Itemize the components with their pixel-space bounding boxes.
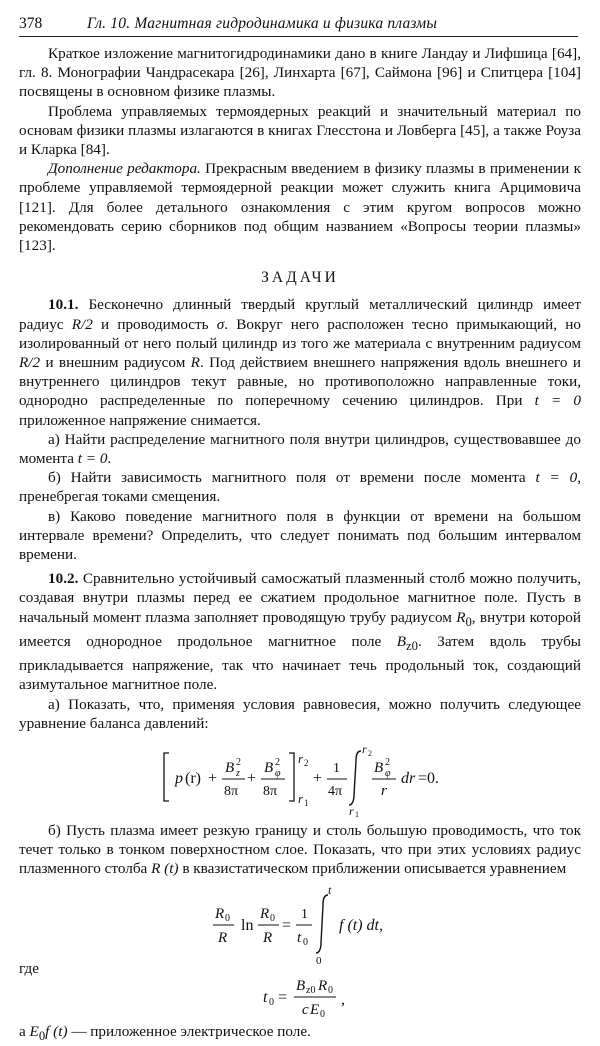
svg-text:0: 0 (316, 954, 322, 965)
svg-text:0: 0 (328, 984, 333, 996)
svg-text:r: r (298, 750, 304, 766)
page-body (19, 44, 581, 1046)
editor-note-label: Дополнение редактора. (48, 160, 201, 178)
problem-number: 10.1. (48, 296, 79, 314)
svg-text:1: 1 (355, 809, 359, 817)
svg-text:R: R (218, 929, 228, 946)
svg-text:=: = (278, 988, 288, 1006)
svg-text:2: 2 (275, 756, 280, 768)
problem-10-2: 10.2. Сравнительно устойчивый самосжатый плазменный столб можно получить, создавая внутри плазмы перед ее сжатием продольное магнитное поле. Пусть в начальный момент плазма заполняет проводящую трубу радиусом $R_0$, внутри которой имеется однородное продольное магнитное поле $B_{z0}$. Затем вдоль трубы прикладывается напряжение, так что начинает течь продольный ток, создающий азимутальное магнитное поле. (19, 570, 581, 694)
svg-text:B: B (296, 977, 306, 994)
intro-paragraph-3 (19, 159, 581, 255)
svg-text:f (t) dt,: f (t) dt, (339, 916, 383, 934)
running-title: Гл. 10. Магнитная гидродинамика и физика плазмы (87, 15, 438, 32)
svg-text:+: + (313, 769, 323, 787)
problem-number: 10.2. (48, 570, 79, 588)
svg-text:φ: φ (385, 767, 391, 779)
svg-text:8π: 8π (224, 783, 239, 799)
pressure-balance-equation (19, 739, 581, 817)
svg-text:2: 2 (385, 756, 390, 768)
svg-text:2: 2 (368, 748, 372, 758)
svg-text:B: B (374, 759, 384, 776)
svg-text:0: 0 (270, 912, 275, 924)
problem-10-1-a: а) Найти распределение магнитного поля внутри цилиндров, существовавшее до момента t = 0. (19, 430, 581, 468)
svg-text:r: r (362, 741, 367, 756)
svg-text:1: 1 (333, 760, 340, 776)
svg-text:t: t (328, 882, 332, 897)
radius-equation (19, 881, 581, 965)
problem-10-1: 10.1. Бесконечно длинный твердый круглый металлический цилиндр имеет радиус R/2 и проводимость σ. Вокруг него расположен тесно примыкающий, но изолированный от него полый цилиндр из того же материала с внутренним радиусом R/2 и внешним радиусом R. Под действием внешнего напряжения вдоль внешнего и внутреннего цилиндров текут равные, но противоположно направленные токи, однородно распределенные по поперечному сечению цилиндров. При t = 0 приложенное напряжение снимается. (19, 296, 581, 429)
problem-10-1-c: в) Каково поведение магнитного поля в функции от времени на большом интервале времени? Определить, что следует понимать под большим интервалом времени. (19, 507, 581, 564)
svg-text:=: = (282, 916, 292, 934)
svg-text:0: 0 (303, 936, 308, 948)
svg-text:,: , (341, 990, 345, 1008)
page-number: 378 (19, 15, 43, 32)
svg-text:r: r (381, 782, 387, 799)
svg-text:+: + (208, 769, 218, 787)
svg-text:c: c (302, 1001, 309, 1018)
svg-text:R: R (260, 905, 270, 922)
running-header (19, 10, 578, 37)
svg-text:p: p (175, 769, 183, 787)
svg-text:(r): (r) (185, 769, 201, 787)
final-line: а $E_0f$ (t) — приложенное электрическое поле. (19, 1022, 311, 1043)
svg-text:z0: z0 (306, 984, 316, 996)
svg-text:B: B (225, 759, 235, 776)
svg-text:r: r (349, 803, 354, 817)
svg-text:r: r (298, 790, 304, 806)
svg-text:t: t (297, 929, 302, 946)
section-title: ЗАДАЧИ (261, 269, 339, 287)
problem-10-1-b: б) Найти зависимость магнитного поля от времени после момента t = 0, пренебрегая токами смещения. (19, 469, 581, 506)
where-word: где (19, 959, 39, 977)
svg-text:=0.: =0. (418, 769, 440, 787)
svg-text:8π: 8π (263, 783, 278, 799)
svg-text:ln: ln (241, 916, 254, 934)
svg-text:1: 1 (304, 797, 309, 808)
svg-text:0: 0 (269, 996, 274, 1008)
svg-text:1: 1 (301, 906, 308, 922)
t0-definition (19, 970, 581, 1020)
svg-text:2: 2 (236, 756, 241, 768)
problem-10-2-a: а) Показать, что, применяя условия равновесия, можно получить следующее уравнение баланса давлений: (19, 695, 581, 732)
svg-text:dr: dr (401, 769, 416, 787)
svg-text:B: B (264, 759, 274, 776)
svg-text:R: R (263, 929, 273, 946)
svg-text:2: 2 (304, 757, 309, 768)
svg-text:0: 0 (225, 912, 230, 924)
svg-text:z: z (236, 767, 240, 779)
editor-note-text: Прекрасным введением в физику плазмы в применении к проблеме управляемой термоядерной реакции может служить книга Арцимовича [121]. Для более детального ознакомления с этим кругом вопросов можно рекомендовать серию сборников под общим названием «Вопросы теории плазмы» [123]. (19, 160, 581, 255)
problem-10-2-b: б) Пусть плазма имеет резкую границу и столь большую проводимость, что ток течет только в тонком поверхностном слое. Показать, что при этих условиях радиус плазменного столба R (t) в квазистатическом приближении описывается уравнением (19, 821, 581, 878)
svg-text:4π: 4π (328, 783, 343, 799)
svg-text:φ: φ (275, 767, 281, 779)
svg-text:0: 0 (320, 1008, 325, 1020)
svg-text:R: R (318, 977, 328, 994)
svg-text:t: t (263, 988, 268, 1006)
intro-paragraph-1: Краткое изложение магнитогидродинамики дано в книге Ландау и Лифшица [64], гл. 8. Монографии Чандрасекара [26], Линхарта [67], Саймона [96] и Спитцера [104] посвящены в основном физике плазмы. (19, 45, 581, 101)
svg-text:+: + (247, 769, 257, 787)
intro-paragraph-2: Проблема управляемых термоядерных реакций и значительный материал по основам физики плазмы излагаются в книгах Глесстона и Ловберга [45], а также Роуза и Кларка [84]. (19, 102, 581, 159)
svg-text:R: R (215, 905, 225, 922)
svg-text:E: E (310, 1001, 320, 1018)
